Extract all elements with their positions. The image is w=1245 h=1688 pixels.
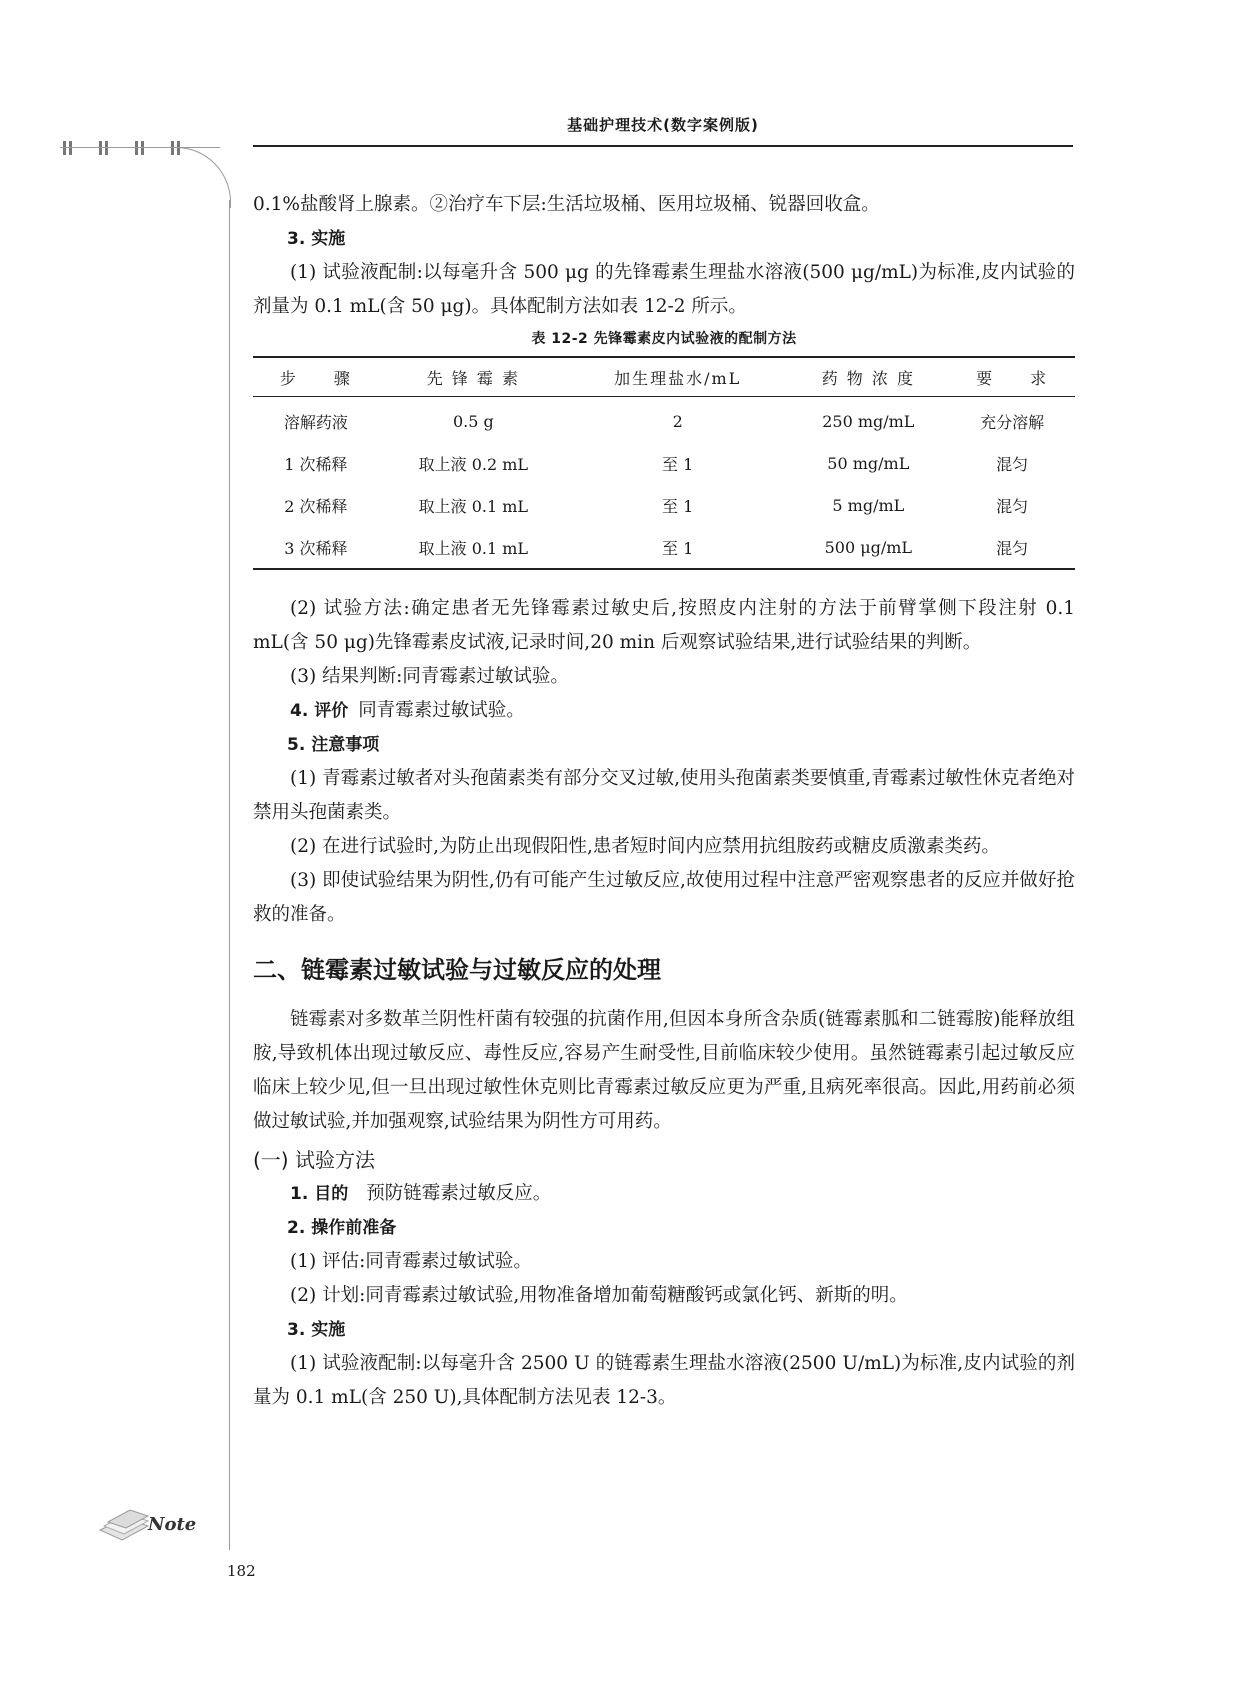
table-cell: 3 次稀释 <box>284 538 348 558</box>
tick-mark <box>60 141 76 155</box>
table-header-cell: 先 锋 霉 素 <box>379 357 568 397</box>
paragraph: 0.1%盐酸肾上腺素。②治疗车下层:生活垃圾桶、医用垃圾桶、锐器回收盒。 <box>253 194 880 215</box>
paragraph: (3) 即使试验结果为阴性,仍有可能产生过敏反应,故使用过程中注意严密观察患者的反应并做好抢救的准备。 <box>253 870 1075 925</box>
table-cell: 50 mg/mL <box>827 453 910 473</box>
table-header-cell: 加生理盐水/mL <box>568 357 787 397</box>
table-cell: 0.5 g <box>452 411 494 431</box>
table-cell: 充分溶解 <box>980 412 1045 432</box>
table-row <box>253 484 1075 526</box>
heading-goal: 1. 目的 <box>290 1184 349 1204</box>
margin-top-line <box>60 147 220 148</box>
running-header-title: 基础护理技术(数字案例版) <box>567 116 759 134</box>
table-header-cell: 要 求 <box>949 357 1075 397</box>
paragraph: (1) 试验液配制:以每毫升含 2500 U 的链霉素生理盐水溶液(2500 U/mL)为标准,皮内试验的剂量为 0.1 mL(含 250 U),具体配制方法见表 12-3。 <box>253 1353 1075 1408</box>
table-cell: 取上液 0.2 mL <box>418 454 529 474</box>
margin-vertical-line <box>229 200 230 1550</box>
table-cell: 至 1 <box>662 496 694 516</box>
table-header-row <box>253 357 1075 397</box>
table-cell: 混匀 <box>996 496 1029 516</box>
evaluation-line <box>253 694 1075 728</box>
table-cell: 1 次稀释 <box>284 454 348 474</box>
table-cell: 250 mg/mL <box>822 411 915 431</box>
evaluation-text: 同青霉素过敏试验。 <box>358 700 525 721</box>
table-row <box>253 442 1075 484</box>
paragraph: (2) 试验方法:确定患者无先锋霉素过敏史后,按照皮内注射的方法于前臂掌侧下段注射 0.1 mL(含 50 μg)先锋霉素皮试液,记录时间,20 min 后观察试验结果,进行试验结果的判断。 <box>253 598 1075 653</box>
table-cell: 500 μg/mL <box>824 537 913 557</box>
table-caption: 表 12-2 先锋霉素皮内试验液的配制方法 <box>531 331 797 347</box>
paragraph: (2) 在进行试验时,为防止出现假阳性,患者短时间内应禁用抗组胺药或糖皮质激素类药。 <box>290 836 1000 857</box>
table-cell: 5 mg/mL <box>832 495 905 515</box>
table-header-cell: 药 物 浓 度 <box>787 357 949 397</box>
heading-evaluation: 4. 评价 <box>290 701 349 721</box>
heading-preparation: 2. 操作前准备 <box>287 1218 397 1238</box>
table-cell: 至 1 <box>662 538 694 558</box>
paragraph: (1) 试验液配制:以每毫升含 500 μg 的先锋霉素生理盐水溶液(500 μg/mL)为标准,皮内试验的剂量为 0.1 mL(含 50 μg)。具体配制方法如表 12-2 所示。 <box>253 262 1075 317</box>
margin-tick-marks <box>60 141 184 155</box>
paragraph: (1) 青霉素过敏者对头孢菌素类有部分交叉过敏,使用头孢菌素类要慎重,青霉素过敏性休克者绝对禁用头孢菌素类。 <box>253 768 1075 823</box>
goal-text: 预防链霉素过敏反应。 <box>366 1183 552 1204</box>
paragraph: (2) 计划:同青霉素过敏试验,用物准备增加葡萄糖酸钙或氯化钙、新斯的明。 <box>290 1285 908 1306</box>
table-cell: 2 次稀释 <box>284 496 348 516</box>
paragraph: (1) 评估:同青霉素过敏试验。 <box>290 1251 532 1272</box>
table-row <box>253 526 1075 569</box>
table-cell: 2 <box>672 411 683 431</box>
paragraph: 链霉素对多数革兰阴性杆菌有较强的抗菌作用,但因本身所含杂质(链霉素胍和二链霉胺)能释放组胺,导致机体出现过敏反应、毒性反应,容易产生耐受性,目前临床较少使用。虽然链霉素引起过敏反应临床上较少见,但一旦出现过敏性休克则比青霉素过敏反应更为严重,且病死率很高。因此,用药前必须做过敏试验,并加强观察,试验结果为阴性方可用药。 <box>253 1009 1075 1132</box>
margin-curve <box>170 147 231 208</box>
table-cell: 混匀 <box>996 538 1029 558</box>
note-label: Note <box>148 1514 197 1535</box>
paragraph: (3) 结果判断:同青霉素过敏试验。 <box>290 666 569 687</box>
goal-line <box>253 1177 1075 1211</box>
page-number: 182 <box>227 1562 256 1580</box>
table-cell: 取上液 0.1 mL <box>418 496 529 516</box>
heading-implementation: 3. 实施 <box>287 229 346 249</box>
table-cell: 溶解药液 <box>283 412 348 432</box>
table-cell: 混匀 <box>996 454 1029 474</box>
table-cell: 取上液 0.1 mL <box>418 538 529 558</box>
heading-implementation: 3. 实施 <box>287 1320 346 1340</box>
header-rule <box>253 145 1073 147</box>
table-cell: 至 1 <box>662 454 694 474</box>
table-header-cell: 步 骤 <box>253 357 379 397</box>
heading-notes: 5. 注意事项 <box>287 735 380 755</box>
section-heading: 二、链霉素过敏试验与过敏反应的处理 <box>253 956 661 984</box>
tick-mark <box>96 141 112 155</box>
preparation-table <box>253 356 1075 570</box>
tick-mark <box>132 141 148 155</box>
table-row <box>253 397 1075 443</box>
subsection-heading: (一) 试验方法 <box>253 1148 375 1172</box>
page-body <box>253 188 1075 1415</box>
